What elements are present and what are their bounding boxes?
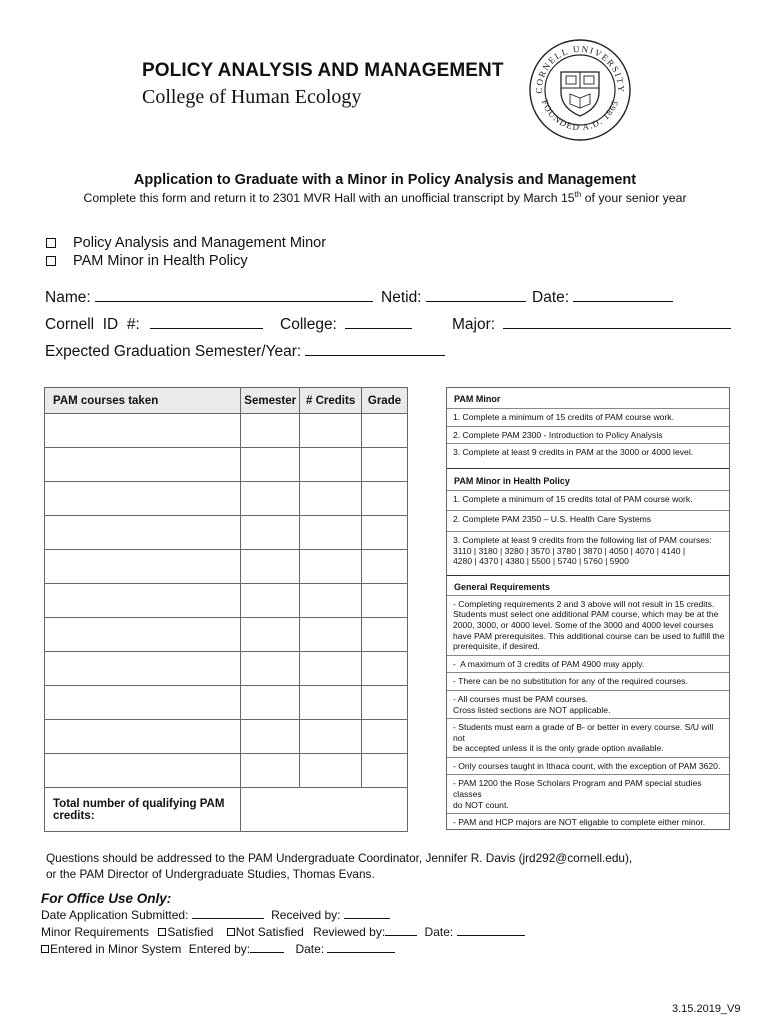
- review-date-field[interactable]: [457, 925, 525, 936]
- table-row: [45, 754, 408, 788]
- date-field[interactable]: [573, 288, 673, 302]
- contact-line-2: or the PAM Director of Undergraduate Studies, Thomas Evans.: [46, 867, 375, 881]
- entered-label: Entered in Minor System: [50, 942, 182, 956]
- entered-by-field[interactable]: [250, 942, 284, 953]
- semester-cell[interactable]: [241, 448, 300, 482]
- satisfied-checkbox[interactable]: [158, 928, 166, 936]
- course-cell[interactable]: [45, 584, 241, 618]
- pam-minor-label: Policy Analysis and Management Minor: [73, 235, 327, 251]
- table-row: [45, 720, 408, 754]
- cornell-id-label: Cornell ID #:: [45, 316, 140, 333]
- office-line-1: [41, 908, 390, 922]
- graduation-field[interactable]: [305, 342, 445, 356]
- name-field[interactable]: [95, 288, 373, 302]
- netid-label: Netid:: [381, 289, 422, 306]
- grade-cell[interactable]: [362, 584, 408, 618]
- cornell-id-field-row: [45, 315, 263, 334]
- course-cell[interactable]: [45, 414, 241, 448]
- graduation-field-row: [45, 342, 445, 361]
- semester-cell[interactable]: [241, 720, 300, 754]
- cornell-seal-logo: [528, 38, 632, 142]
- requirement-item: - All courses must be PAM courses. Cross listed sections are NOT applicable.: [447, 690, 729, 718]
- requirement-item: - Students must earn a grade of B- or better in every course. S/U will not be accepted unless it is the only grade option available.: [447, 718, 729, 757]
- column-header-grade: Grade: [362, 388, 408, 414]
- reviewed-by-label: Reviewed by:: [313, 925, 386, 939]
- office-use-title: For Office Use Only:: [41, 891, 172, 906]
- requirement-item: - Only courses taught in Ithaca count, with the exception of PAM 3620.: [447, 757, 729, 775]
- credits-cell[interactable]: [300, 516, 362, 550]
- credits-cell[interactable]: [300, 550, 362, 584]
- grade-cell[interactable]: [362, 754, 408, 788]
- semester-cell[interactable]: [241, 550, 300, 584]
- date-label: Date:: [532, 289, 570, 306]
- table-row: [45, 448, 408, 482]
- requirement-item: - A maximum of 3 credits of PAM 4900 may apply.: [447, 655, 729, 673]
- contact-line-1: Questions should be addressed to the PAM Undergraduate Coordinator, Jennifer R. Davis (jrd292@cornell.edu),: [46, 851, 633, 865]
- form-instructions: Complete this form and return it to 2301 MVR Hall with an unofficial transcript by March 15th of your senior year: [83, 190, 687, 206]
- entry-date-field[interactable]: [327, 942, 395, 953]
- grade-cell[interactable]: [362, 448, 408, 482]
- table-header-row: [45, 388, 408, 414]
- grade-cell[interactable]: [362, 652, 408, 686]
- course-cell[interactable]: [45, 652, 241, 686]
- grade-cell[interactable]: [362, 720, 408, 754]
- grade-cell[interactable]: [362, 414, 408, 448]
- credits-cell[interactable]: [300, 482, 362, 516]
- credits-cell[interactable]: [300, 686, 362, 720]
- course-cell[interactable]: [45, 618, 241, 652]
- health-minor-section-title: PAM Minor in Health Policy: [447, 468, 729, 490]
- contact-note: [46, 850, 632, 882]
- date-submitted-label: Date Application Submitted:: [41, 908, 189, 922]
- column-header-credits: # Credits: [300, 388, 362, 414]
- health-policy-minor-checkbox[interactable]: [46, 256, 56, 266]
- date-field-row: [532, 288, 673, 307]
- major-label: Major:: [452, 316, 496, 333]
- reviewed-by-field[interactable]: [385, 925, 417, 936]
- requirement-item: - Completing requirements 2 and 3 above will not result in 15 credits. Students must select one additional PAM course, which may be at the 2000, 3000, or 4000 level. Some of the 3000 and 4000 level courses have PAM prerequisites. This additional course can be used to fulfill the prerequisite, if desired.: [447, 595, 729, 655]
- major-field[interactable]: [503, 315, 731, 329]
- general-section-title: General Requirements: [447, 575, 729, 595]
- requirement-item: - PAM 1200 the Rose Scholars Program and PAM special studies classes do NOT count.: [447, 774, 729, 813]
- major-field-row: [452, 315, 731, 334]
- course-cell[interactable]: [45, 448, 241, 482]
- grade-cell[interactable]: [362, 550, 408, 584]
- column-header-courses: PAM courses taken: [45, 388, 241, 414]
- graduation-label: Expected Graduation Semester/Year:: [45, 343, 302, 360]
- table-row: [45, 584, 408, 618]
- cornell-id-field[interactable]: [150, 315, 263, 329]
- semester-cell[interactable]: [241, 754, 300, 788]
- name-field-row: [45, 288, 373, 307]
- form-version: 3.15.2019_V9: [672, 1003, 741, 1015]
- grade-cell[interactable]: [362, 516, 408, 550]
- requirement-item: 3. Complete at least 9 credits from the following list of PAM courses: 3110 | 3180 | 3280 | 3570 | 3780 | 3870 | 4050 | 4070 | 4140 | 4280 | 4370 | 4380 | 5500 | 5740 | 5760 | 5900: [447, 531, 729, 575]
- option-pam-minor[interactable]: [46, 235, 326, 251]
- college-name: College of Human Ecology: [142, 86, 362, 108]
- not-satisfied-checkbox[interactable]: [227, 928, 235, 936]
- table-row: [45, 482, 408, 516]
- credits-cell[interactable]: [300, 448, 362, 482]
- course-cell[interactable]: [45, 516, 241, 550]
- semester-cell[interactable]: [241, 584, 300, 618]
- requirement-item: - There can be no substitution for any of the required courses.: [447, 672, 729, 690]
- grade-cell[interactable]: [362, 482, 408, 516]
- course-cell[interactable]: [45, 720, 241, 754]
- satisfied-label: Satisfied: [167, 925, 214, 939]
- table-row: [45, 686, 408, 720]
- form-title: Application to Graduate with a Minor in Policy Analysis and Management: [133, 172, 637, 188]
- credits-cell[interactable]: [300, 414, 362, 448]
- semester-cell[interactable]: [241, 516, 300, 550]
- course-cell[interactable]: [45, 754, 241, 788]
- total-credits-field[interactable]: [241, 788, 408, 832]
- college-field[interactable]: [345, 315, 412, 329]
- not-satisfied-label: Not Satisfied: [235, 925, 304, 939]
- requirement-item: 1. Complete a minimum of 15 credits total of PAM course work.: [447, 490, 729, 511]
- credits-cell[interactable]: [300, 584, 362, 618]
- date-submitted-field[interactable]: [192, 908, 264, 919]
- received-by-label: Received by:: [271, 908, 341, 922]
- grade-cell[interactable]: [362, 618, 408, 652]
- office-line-3: [41, 942, 395, 956]
- table-row: [45, 414, 408, 448]
- total-credits-label: Total number of qualifying PAM credits:: [45, 788, 241, 832]
- credits-cell[interactable]: [300, 618, 362, 652]
- requirement-item: 3. Complete at least 9 credits in PAM at the 3000 or 4000 level.: [447, 443, 729, 468]
- pam-courses-table: [44, 387, 408, 832]
- department-title: POLICY ANALYSIS AND MANAGEMENT: [142, 60, 504, 81]
- entry-date-label: Date:: [295, 942, 325, 956]
- pam-minor-checkbox[interactable]: [46, 238, 56, 248]
- requirements-panel: [446, 387, 730, 830]
- minor-requirements-label: Minor Requirements: [41, 925, 150, 939]
- semester-cell[interactable]: [241, 686, 300, 720]
- table-row: [45, 550, 408, 584]
- review-date-label: Date:: [424, 925, 454, 939]
- entered-by-label: Entered by:: [188, 942, 251, 956]
- course-cell[interactable]: [45, 550, 241, 584]
- svg-text:CORNELL UNIVERSITY: CORNELL UNIVERSITY: [533, 43, 627, 94]
- requirement-item: 1. Complete a minimum of 15 credits of PAM course work.: [447, 408, 729, 426]
- svg-text:FOUNDED A.D. 1865: FOUNDED A.D. 1865: [539, 98, 621, 133]
- credits-cell[interactable]: [300, 720, 362, 754]
- table-row: [45, 618, 408, 652]
- name-label: Name:: [45, 289, 91, 306]
- semester-cell[interactable]: [241, 414, 300, 448]
- pam-minor-section-title: PAM Minor: [454, 394, 501, 404]
- netid-field-row: [381, 288, 526, 307]
- semester-cell[interactable]: [241, 618, 300, 652]
- option-health-policy-minor[interactable]: [46, 253, 248, 269]
- requirement-item: 2. Complete PAM 2300 - Introduction to Policy Analysis: [447, 426, 729, 444]
- requirement-item: - PAM and HCP majors are NOT eligable to complete either minor.: [447, 813, 729, 831]
- credits-cell[interactable]: [300, 652, 362, 686]
- semester-cell[interactable]: [241, 652, 300, 686]
- credits-cell[interactable]: [300, 754, 362, 788]
- entered-checkbox[interactable]: [41, 945, 49, 953]
- requirement-item: 2. Complete PAM 2350 – U.S. Health Care Systems: [447, 510, 729, 531]
- course-cell[interactable]: [45, 482, 241, 516]
- total-credits-row: [45, 788, 408, 832]
- office-line-2: [41, 925, 525, 939]
- course-cell[interactable]: [45, 686, 241, 720]
- college-field-row: [280, 315, 412, 334]
- health-policy-minor-label: PAM Minor in Health Policy: [73, 253, 248, 269]
- netid-field[interactable]: [426, 288, 526, 302]
- received-by-field[interactable]: [344, 908, 390, 919]
- grade-cell[interactable]: [362, 686, 408, 720]
- college-label: College:: [280, 316, 337, 333]
- column-header-semester: Semester: [241, 388, 300, 414]
- table-row: [45, 652, 408, 686]
- table-row: [45, 516, 408, 550]
- semester-cell[interactable]: [241, 482, 300, 516]
